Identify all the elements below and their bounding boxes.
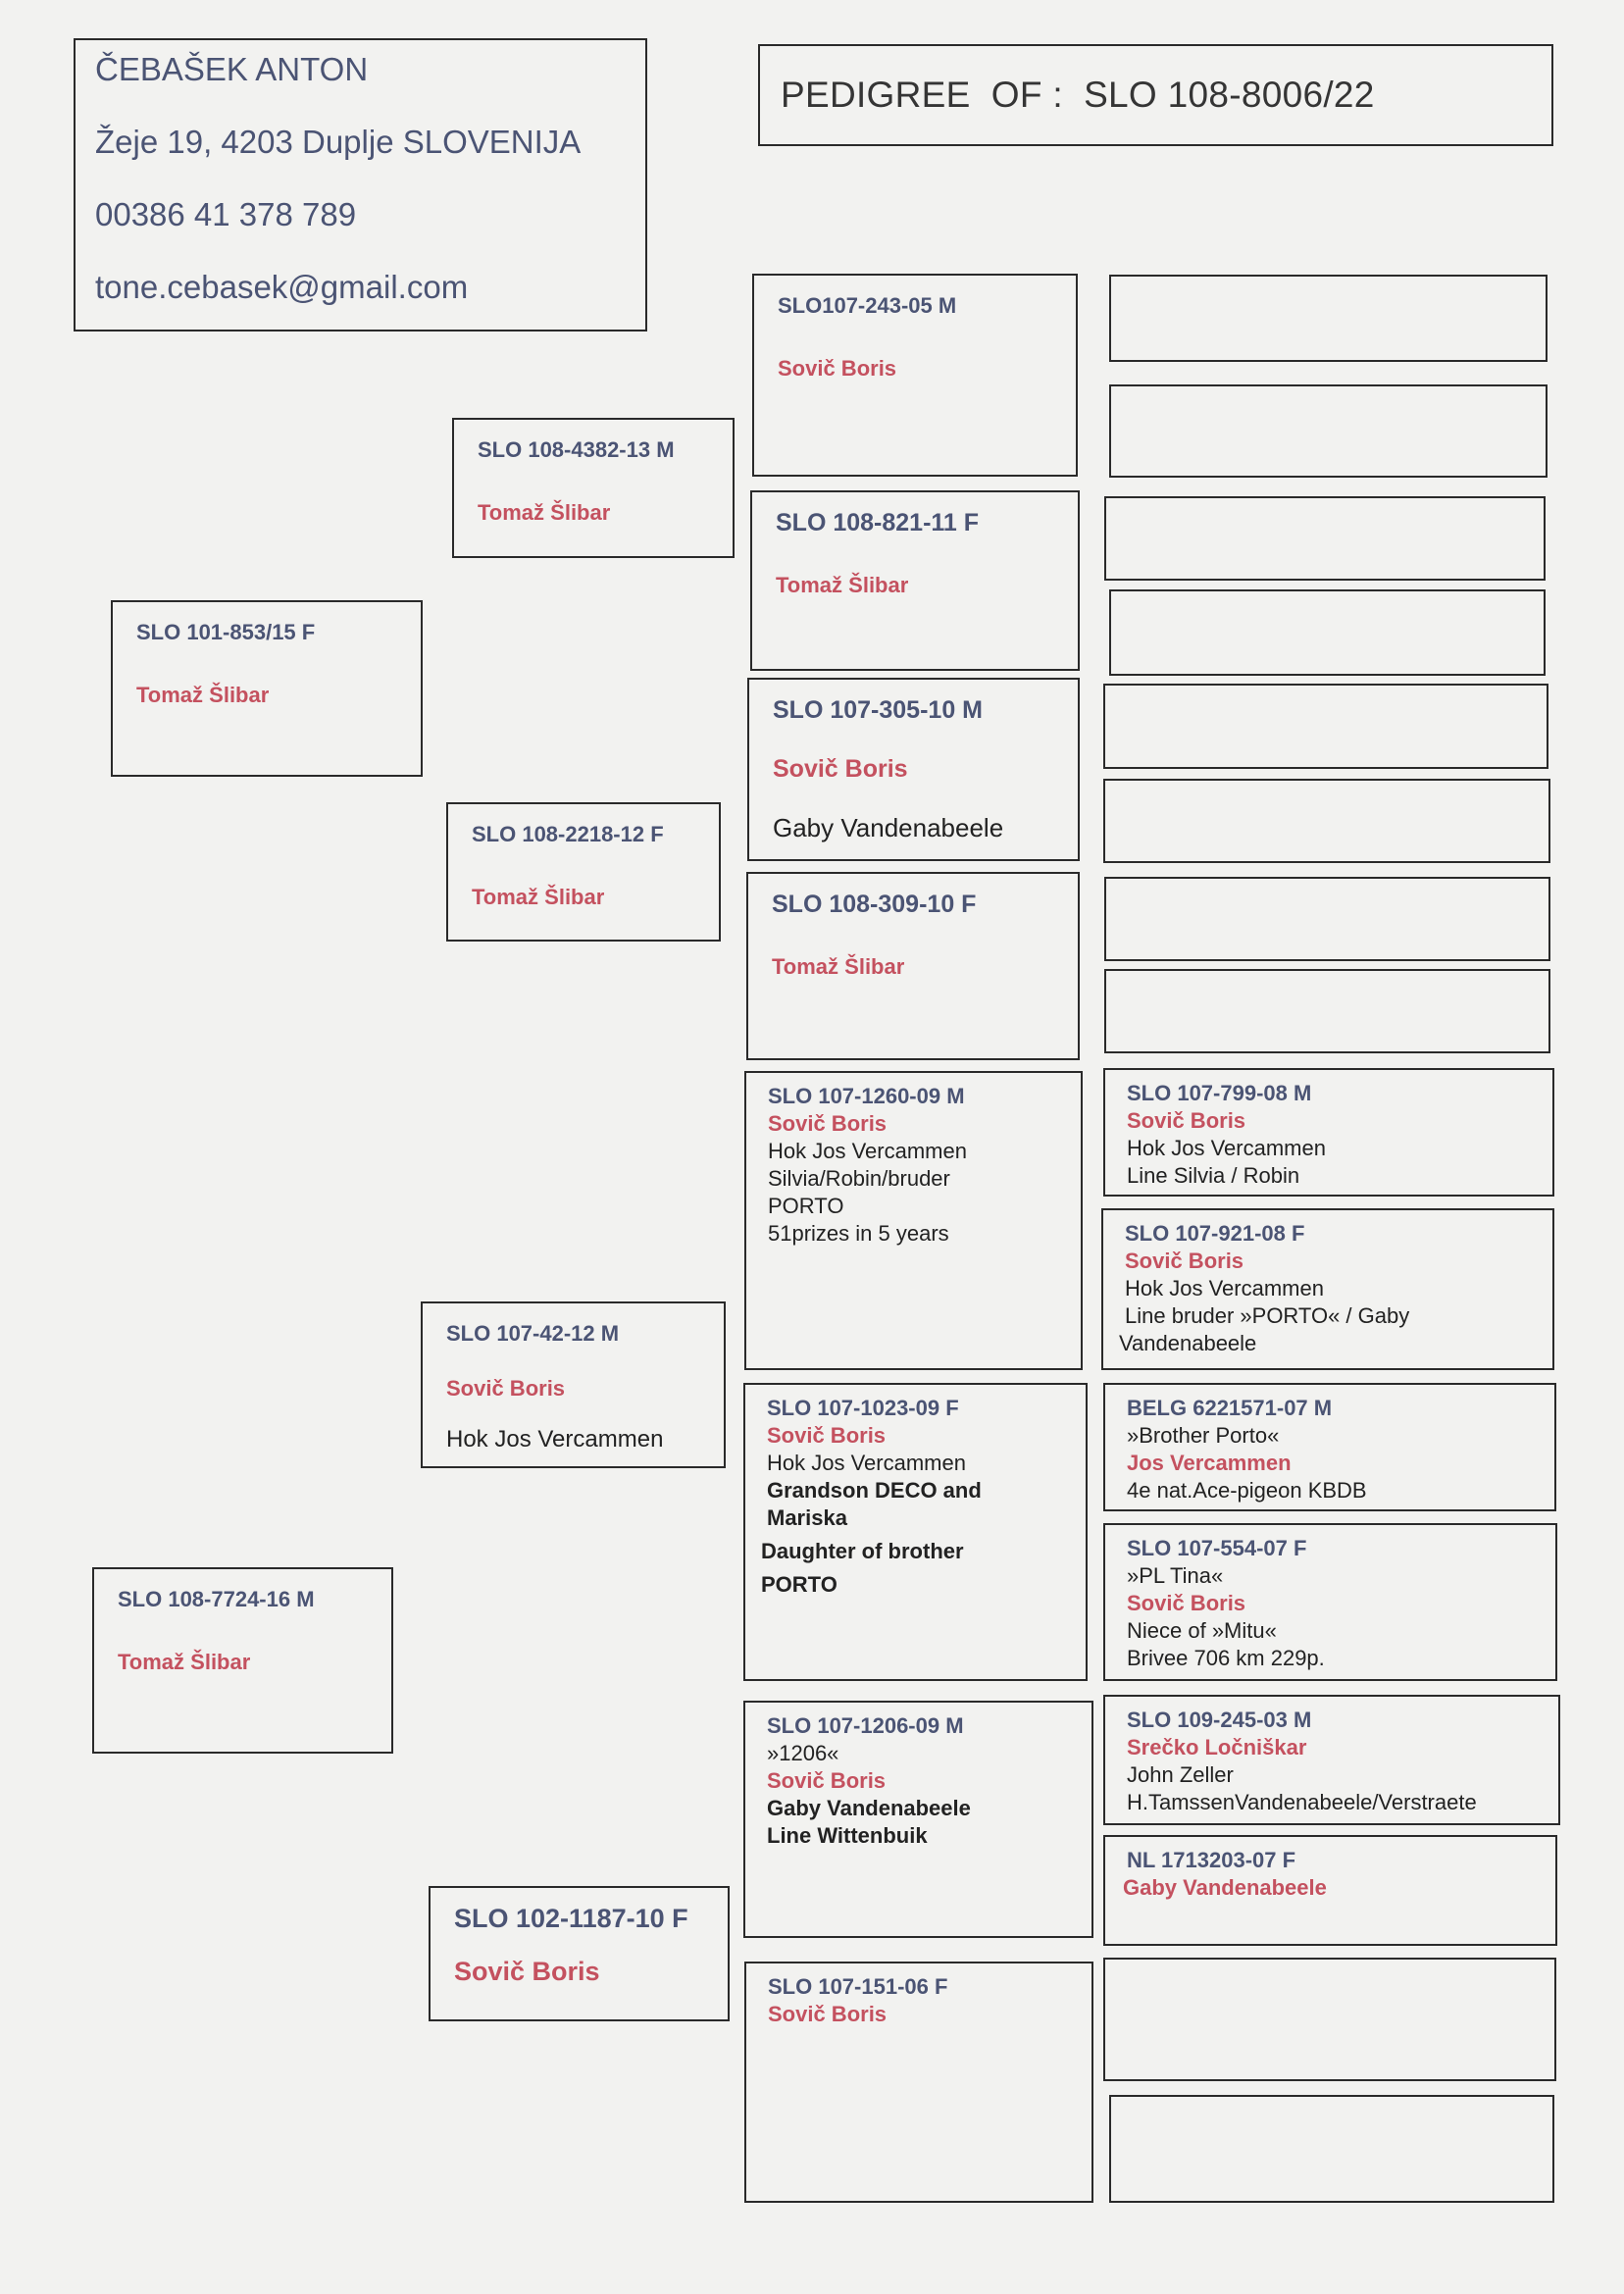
gen4-card-5 [1103,684,1548,769]
gen3-card-4 [746,872,1080,1060]
note: Hok Jos Vercammen [767,1451,966,1475]
ring-number: SLO 102-1187-10 F [454,1904,688,1933]
ring-number: SLO 108-821-11 F [776,509,980,536]
breeder-name: Sovič Boris [767,1423,887,1448]
gen4-card-6 [1103,779,1550,863]
breeder-name: Jos Vercammen [1127,1451,1292,1475]
ring-number: SLO 107-151-06 F [768,1974,948,1999]
pedigree-title-text: PEDIGREE OF : SLO 108-8006/22 [781,75,1375,115]
breeder-name: Sovič Boris [1125,1249,1244,1273]
gen4-card-10 [1101,1208,1554,1370]
ring-number: SLO 101-853/15 F [136,620,316,644]
ring-number: SLO 107-921-08 F [1125,1221,1305,1246]
breeder-name: Sovič Boris [1127,1108,1246,1133]
owner-phone: 00386 41 378 789 [95,196,357,232]
ring-number: SLO 107-799-08 M [1127,1081,1312,1105]
note: Vandenabeele [1119,1331,1257,1355]
gen3-card-7 [743,1701,1093,1938]
gen4-card-1 [1109,275,1548,362]
ring-number: SLO 108-7724-16 M [118,1587,315,1611]
breeder-name: Sovič Boris [773,755,908,783]
breeder-name: Sovič Boris [768,2002,888,2026]
dam-dam-card [446,802,721,942]
note: 4e nat.Ace-pigeon KBDB [1127,1478,1367,1503]
note: Brivee 706 km 229p. [1127,1646,1325,1670]
breeder-name: Sovič Boris [454,1957,600,1986]
pigeon-name: »PL Tina« [1127,1563,1224,1588]
owner-card [74,38,647,331]
pedigree-title [758,44,1553,146]
gen4-card-9 [1103,1068,1554,1197]
ring-number: SLO 108-4382-13 M [478,437,675,462]
pigeon-name: »1206« [767,1741,839,1765]
note: 51prizes in 5 years [768,1221,949,1246]
breeder-name: Srečko Ločniškar [1127,1735,1307,1759]
sire-card [92,1567,393,1754]
owner-email: tone.cebasek@gmail.com [95,269,469,305]
ring-number: SLO 107-1206-09 M [767,1713,964,1738]
dam-sire-card [452,418,735,558]
note: John Zeller [1127,1762,1234,1787]
note: Hok Jos Vercammen [1125,1276,1324,1300]
note: Hok Jos Vercammen [446,1426,664,1453]
breeder-name: Sovič Boris [1127,1591,1246,1615]
breeder-name: Tomaž Šlibar [776,573,909,597]
gen4-card-7 [1104,877,1550,961]
note: Grandson DECO and [767,1478,982,1503]
ring-number: SLO 107-42-12 M [446,1321,620,1346]
gen3-card-6 [743,1383,1088,1681]
note: Daughter of brother [761,1539,964,1563]
gen3-card-8 [744,1962,1093,2203]
owner-address: Žeje 19, 4203 Duplje SLOVENIJA [95,124,582,160]
note: Line Silvia / Robin [1127,1163,1300,1188]
breeder-name: Sovič Boris [767,1768,887,1793]
ring-number: SLO 107-1260-09 M [768,1084,965,1108]
gen4-card-2 [1109,384,1548,478]
gen4-card-4 [1109,589,1546,676]
ring-number: NL 1713203-07 F [1127,1848,1296,1872]
ring-number: SLO107-243-05 M [778,293,957,318]
gen3-card-2 [750,490,1080,671]
ring-number: SLO 107-1023-09 F [767,1396,959,1420]
sire-dam-card [429,1886,730,2021]
gen3-card-1 [752,274,1078,477]
gen4-card-14 [1103,1835,1557,1946]
note: Hok Jos Vercammen [768,1139,967,1163]
note: Niece of »Mitu« [1127,1618,1277,1643]
ring-number: SLO 107-554-07 F [1127,1536,1307,1560]
breeder-name: Tomaž Šlibar [472,885,605,909]
pigeon-name: »Brother Porto« [1127,1423,1280,1448]
breeder-name: Gaby Vandenabeele [1123,1875,1327,1900]
gen4-card-3 [1104,496,1546,581]
gen3-card-3 [747,678,1080,861]
note: Gaby Vandenabeele [773,813,1004,842]
note: Gaby Vandenabeele [767,1796,971,1820]
note: PORTO [761,1572,837,1597]
note: Silvia/Robin/bruder [768,1166,950,1191]
gen3-card-5 [744,1071,1083,1370]
ring-number: SLO 108-2218-12 F [472,822,664,846]
note: Line bruder »PORTO« / Gaby [1125,1303,1410,1328]
dam-card [111,600,423,777]
breeder-name: Sovič Boris [778,356,897,381]
owner-name: ČEBAŠEK ANTON [95,51,369,87]
note: H.TamssenVandenabeele/Verstraete [1127,1790,1477,1814]
breeder-name: Tomaž Šlibar [478,500,611,525]
breeder-name: Tomaž Šlibar [772,954,905,979]
gen4-card-13 [1103,1695,1560,1825]
note: PORTO [768,1194,844,1218]
ring-number: SLO 109-245-03 M [1127,1708,1312,1732]
sire-sire-card [421,1301,726,1468]
ring-number: BELG 6221571-07 M [1127,1396,1333,1420]
gen4-card-12 [1103,1523,1557,1681]
ring-number: SLO 108-309-10 F [772,891,977,918]
note: Line Wittenbuik [767,1823,928,1848]
note: Mariska [767,1505,847,1530]
gen4-card-8 [1104,969,1550,1053]
breeder-name: Tomaž Šlibar [136,683,270,707]
ring-number: SLO 107-305-10 M [773,696,983,724]
breeder-name: Tomaž Šlibar [118,1650,251,1674]
gen4-card-11 [1103,1383,1556,1511]
gen4-card-15 [1103,1958,1556,2081]
breeder-name: Sovič Boris [446,1376,566,1401]
gen4-card-16 [1109,2095,1554,2203]
note: Hok Jos Vercammen [1127,1136,1326,1160]
breeder-name: Sovič Boris [768,1111,888,1136]
